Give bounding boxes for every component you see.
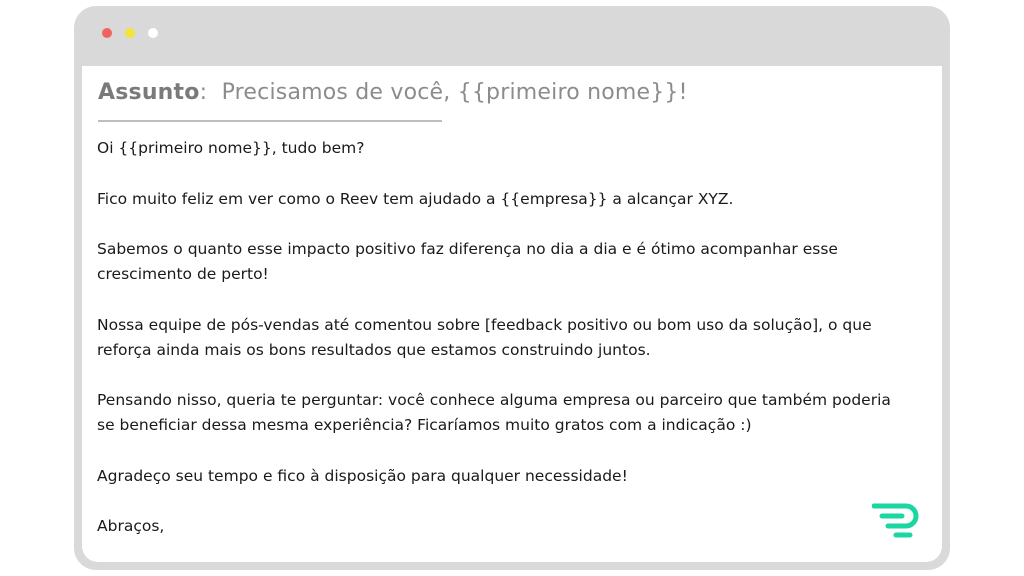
- subject-label: Assunto: [98, 80, 200, 105]
- email-body: [97, 136, 897, 562]
- email-window: [74, 6, 950, 570]
- body-paragraph: Sabemos o quanto esse impacto positivo faz diferença no dia a dia e é ótimo acompanhar esse crescimento de perto!: [97, 240, 838, 283]
- minimize-window-dot[interactable]: [125, 28, 135, 38]
- sign-off: Abraços,: [97, 517, 165, 535]
- subject-separator: :: [199, 80, 208, 105]
- body-paragraph: Fico muito feliz em ver como o Reev tem ajudado a {{empresa}} a alcançar XYZ.: [97, 189, 734, 208]
- subject-divider: [98, 120, 442, 122]
- body-paragraph: Nossa equipe de pós-vendas até comentou sobre [feedback positivo ou bom uso da solução], o que reforça ainda mais os bons resultados que estamos construindo juntos.: [97, 315, 872, 359]
- maximize-window-dot[interactable]: [148, 28, 158, 38]
- email-content: [82, 66, 942, 562]
- greeting-paragraph: Oi {{primeiro nome}}, tudo bem?: [97, 139, 365, 157]
- body-paragraph: Pensando nisso, queria te perguntar: você conhece alguma empresa ou parceiro que também poderia se beneficiar dessa mesma experiência? Ficaríamos muito gratos com a indicação :): [97, 391, 891, 434]
- body-paragraph: Agradeço seu tempo e fico à disposição para qualquer necessidade!: [97, 466, 628, 485]
- email-subject: [98, 80, 688, 105]
- reev-logo-icon: [872, 500, 924, 540]
- subject-text: Precisamos de você, {{primeiro nome}}!: [221, 80, 688, 105]
- close-window-dot[interactable]: [102, 28, 112, 38]
